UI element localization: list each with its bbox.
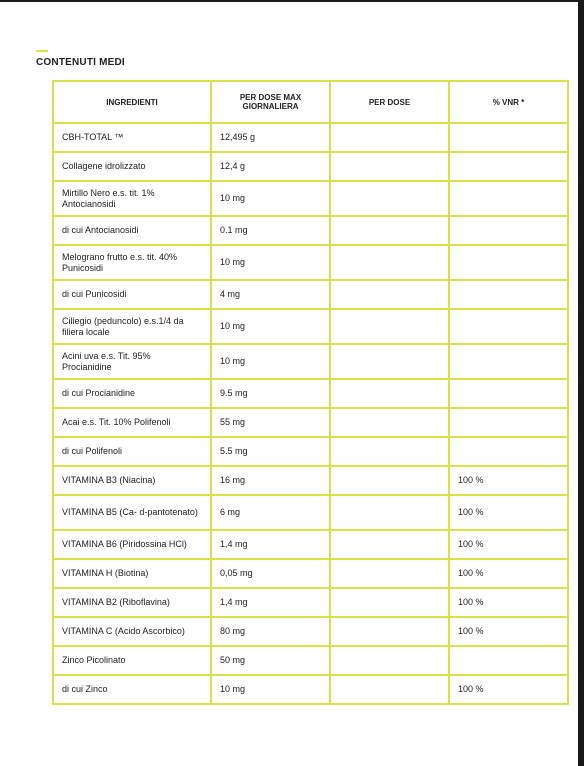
cell-max-daily: 16 mg	[211, 466, 330, 495]
cell-ingredient: VITAMINA C (Acido Ascorbico)	[53, 617, 211, 646]
table-row	[53, 216, 568, 245]
cell-max-daily: 0.1 mg	[211, 216, 330, 245]
cell-ingredient: di cui Punicosidi	[53, 280, 211, 309]
cell-max-daily: 1,4 mg	[211, 588, 330, 617]
cell-ingredient: Mirtillo Nero e.s. tit. 1% Antocianosidi	[53, 181, 211, 216]
cell-per-dose	[330, 344, 449, 379]
cell-per-dose	[330, 379, 449, 408]
cell-ingredient: Acai e.s. Tit. 10% Polifenoli	[53, 408, 211, 437]
table-row	[53, 379, 568, 408]
table-row	[53, 437, 568, 466]
cell-ingredient: Collagene idrolizzato	[53, 152, 211, 181]
table-row	[53, 245, 568, 280]
header-max-daily-dose: PER DOSE MAX GIORNALIERA	[211, 81, 330, 123]
cell-vnr	[449, 408, 568, 437]
cell-vnr	[449, 280, 568, 309]
cell-vnr: 100 %	[449, 466, 568, 495]
title-accent-line	[36, 50, 48, 52]
cell-per-dose	[330, 617, 449, 646]
cell-per-dose	[330, 466, 449, 495]
cell-ingredient: VITAMINA B2 (Riboflavina)	[53, 588, 211, 617]
cell-vnr	[449, 309, 568, 344]
cell-max-daily: 50 mg	[211, 646, 330, 675]
cell-vnr	[449, 646, 568, 675]
cell-ingredient: di cui Polifenoli	[53, 437, 211, 466]
header-per-dose: PER DOSE	[330, 81, 449, 123]
cell-vnr: 100 %	[449, 559, 568, 588]
cell-per-dose	[330, 588, 449, 617]
cell-max-daily: 9.5 mg	[211, 379, 330, 408]
table-row	[53, 344, 568, 379]
cell-per-dose	[330, 152, 449, 181]
table-row	[53, 675, 568, 704]
cell-max-daily: 12,495 g	[211, 123, 330, 152]
cell-max-daily: 1,4 mg	[211, 530, 330, 559]
cell-vnr	[449, 437, 568, 466]
cell-max-daily: 5.5 mg	[211, 437, 330, 466]
frame-right-border	[578, 0, 584, 766]
table-row	[53, 617, 568, 646]
cell-max-daily: 10 mg	[211, 181, 330, 216]
header-ingredients: INGREDIENTI	[53, 81, 211, 123]
cell-per-dose	[330, 309, 449, 344]
cell-vnr: 100 %	[449, 495, 568, 530]
table-row	[53, 495, 568, 530]
cell-max-daily: 10 mg	[211, 245, 330, 280]
cell-per-dose	[330, 245, 449, 280]
cell-max-daily: 0,05 mg	[211, 559, 330, 588]
cell-max-daily: 12,4 g	[211, 152, 330, 181]
cell-per-dose	[330, 675, 449, 704]
cell-vnr	[449, 152, 568, 181]
cell-ingredient: CBH-TOTAL ™	[53, 123, 211, 152]
cell-vnr	[449, 181, 568, 216]
cell-max-daily: 10 mg	[211, 344, 330, 379]
cell-vnr: 100 %	[449, 530, 568, 559]
table-row	[53, 466, 568, 495]
cell-max-daily: 4 mg	[211, 280, 330, 309]
cell-vnr: 100 %	[449, 617, 568, 646]
cell-max-daily: 80 mg	[211, 617, 330, 646]
cell-per-dose	[330, 123, 449, 152]
table-header-row	[53, 81, 568, 123]
cell-vnr	[449, 245, 568, 280]
cell-per-dose	[330, 646, 449, 675]
table-row	[53, 588, 568, 617]
cell-per-dose	[330, 559, 449, 588]
cell-ingredient: Melograno frutto e.s. tit. 40% Punicosidi	[53, 245, 211, 280]
cell-vnr: 100 %	[449, 675, 568, 704]
table-row	[53, 646, 568, 675]
cell-vnr	[449, 123, 568, 152]
cell-per-dose	[330, 530, 449, 559]
cell-ingredient: VITAMINA B3 (Niacina)	[53, 466, 211, 495]
table-row	[53, 408, 568, 437]
table-row	[53, 280, 568, 309]
cell-per-dose	[330, 280, 449, 309]
cell-vnr	[449, 379, 568, 408]
cell-max-daily: 55 mg	[211, 408, 330, 437]
table-row	[53, 559, 568, 588]
cell-max-daily: 6 mg	[211, 495, 330, 530]
cell-per-dose	[330, 437, 449, 466]
cell-max-daily: 10 mg	[211, 309, 330, 344]
table-row	[53, 181, 568, 216]
table-row	[53, 152, 568, 181]
cell-ingredient: Ciliegio (peduncolo) e.s.1/4 da filiera locale	[53, 309, 211, 344]
cell-vnr	[449, 344, 568, 379]
cell-ingredient: Acini uva e.s. Tit. 95% Procianidine	[53, 344, 211, 379]
cell-per-dose	[330, 495, 449, 530]
cell-vnr: 100 %	[449, 588, 568, 617]
frame-top-border	[0, 0, 578, 2]
table-row	[53, 309, 568, 344]
cell-ingredient: VITAMINA B6 (Piridossina HCl)	[53, 530, 211, 559]
cell-per-dose	[330, 181, 449, 216]
section-title: CONTENUTI MEDI	[36, 57, 125, 68]
cell-per-dose	[330, 216, 449, 245]
nutrition-table	[52, 80, 569, 705]
cell-ingredient: Zinco Picolinato	[53, 646, 211, 675]
cell-max-daily: 10 mg	[211, 675, 330, 704]
header-vnr: % VNR *	[449, 81, 568, 123]
table-row	[53, 123, 568, 152]
cell-ingredient: di cui Antocianosidi	[53, 216, 211, 245]
cell-per-dose	[330, 408, 449, 437]
cell-ingredient: di cui Zinco	[53, 675, 211, 704]
table-row	[53, 530, 568, 559]
cell-ingredient: VITAMINA B5 (Ca- d-pantotenato)	[53, 495, 211, 530]
cell-ingredient: VITAMINA H (Biotina)	[53, 559, 211, 588]
cell-vnr	[449, 216, 568, 245]
cell-ingredient: di cui Procianidine	[53, 379, 211, 408]
